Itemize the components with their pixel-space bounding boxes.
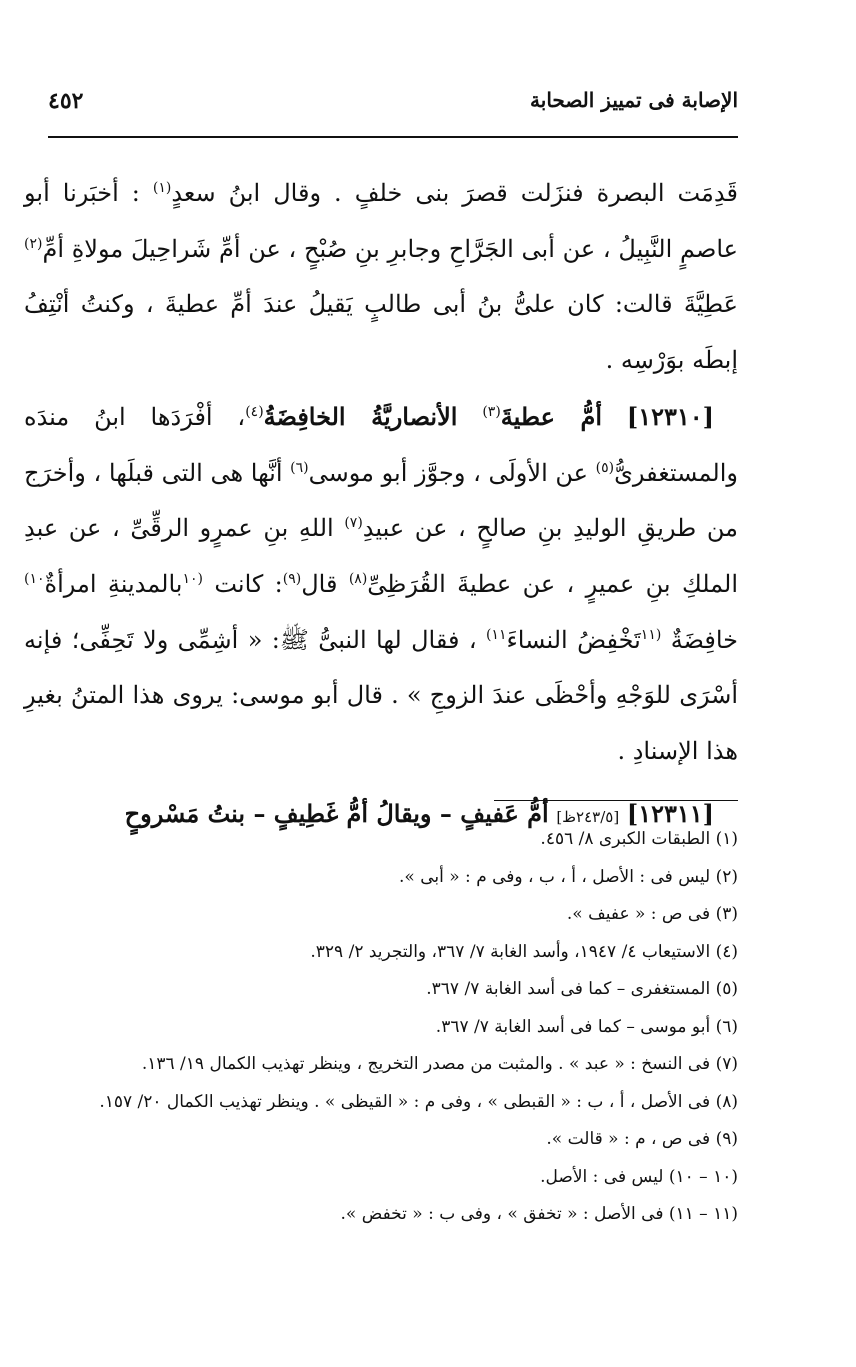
entry-text-b: عن الأولَى ، وجوَّز أبو موسى	[308, 458, 588, 487]
footnote-item: (٦) أبو موسى – كما فى أسد الغابة ٧/ ٣٦٧.	[435, 1016, 738, 1037]
footnote-ref-10-close[interactable]: ١٠)	[24, 570, 45, 587]
footnote-ref-8[interactable]: (٨)	[348, 570, 368, 587]
intro-text-a: قَدِمَت البصرة فنزَلت قصرَ بنى خلفٍ . وقال ابنُ سعدٍ	[171, 179, 738, 207]
running-title: الإصابة فى تمييز الصحابة	[530, 88, 738, 112]
entry-text-e: قال	[301, 569, 338, 598]
footnote-item: (٩) فى ص ، م : « قالت ».	[546, 1129, 738, 1149]
entry-name-a: أمُّ عطيةَ	[500, 401, 602, 431]
entry-text-c: أنَّها هى التى قبلَها ، وأخرَج من طريقِ الوليدِ بنِ صالحٍ ، عن عبيدِ	[24, 458, 738, 543]
entry-text-i: تَخْفِضُ النساءَ	[506, 625, 641, 654]
entry-text-h: خافِضَةٌ	[670, 625, 738, 654]
entry-text-f: : كانت	[214, 569, 283, 598]
footnote-item: (٥) المستغفرى – كما فى أسد الغابة ٧/ ٣٦٧.	[426, 979, 738, 999]
footnote-ref-5[interactable]: (٥)	[595, 459, 615, 476]
entry-number-2: [١٢٣١١]	[626, 798, 714, 828]
footnote-item: (٧) فى النسخ : « عبد » . والمثبت من مصدر التخريج ، وينظر تهذيب الكمال ١٩/ ١٣٦.	[141, 1054, 738, 1074]
footnote-ref-11-open[interactable]: (١١	[640, 626, 662, 643]
footnote-item: (٣) فى ص : « عفيف ».	[566, 904, 738, 924]
entry-name-b: الأنصاريَّةُ الخافِضَةُ	[263, 401, 458, 431]
entry-text-g: بالمدينةِ امرأةٌ	[44, 569, 183, 598]
header-rule	[48, 136, 738, 138]
footnote-ref-9[interactable]: (٩)	[282, 570, 302, 587]
footnote-ref-3[interactable]: (٣)	[482, 403, 501, 420]
entry-text-j: ، فقال لها النبىُّ ﷺ: « أشِمِّى ولا تَحِفِّى؛ فإنه أسْرَى للوَجْهِ وأحْظَى عندَ الزوجِ » . قال أبو موسى: يروى هذا المتنُ بغيرِ هذا الإسنادِ .	[24, 625, 738, 766]
main-text	[24, 166, 738, 845]
footnote-item: (٢) ليس فى : الأصل ، أ ، ب ، وفى م : « أبى ».	[399, 866, 738, 887]
entry-12310	[24, 389, 738, 780]
footnotes	[24, 821, 738, 1234]
intro-text-b: : أخبَرنا أبو عاصمٍ النَّبِيلُ ، عن أبى الجَرَّاحِ وجابرِ بنِ صُبْحٍ ، عن أمِّ شَراحِيلَ مولاةِ أمِّ	[24, 179, 738, 263]
footnote-ref-1[interactable]: (١)	[152, 180, 172, 196]
footnote-ref-10-open[interactable]: (١٠	[182, 570, 203, 587]
footnote-ref-7[interactable]: (٧)	[344, 515, 363, 532]
footnote-ref-4[interactable]: (٤)	[245, 403, 264, 420]
footnote-ref-2[interactable]: (٢)	[24, 235, 43, 252]
page-header	[48, 88, 738, 124]
footnote-item: (١١ – ١١) فى الأصل : « تخفق » ، وفى ب : « تخفض ».	[340, 1204, 738, 1224]
footnote-item: (٤) الاستيعاب ٤/ ١٩٤٧، وأسد الغابة ٧/ ٣٦٧، والتجريد ٢/ ٣٢٩.	[310, 941, 738, 962]
footnote-item: (١٠ – ١٠) ليس فى : الأصل.	[540, 1166, 738, 1187]
intro-paragraph	[24, 166, 738, 389]
footnote-item: (١) الطبقات الكبرى ٨/ ٤٥٦.	[540, 829, 738, 849]
entry-name-2: أمُّ عَفيفٍ – ويقالُ أمُّ غَطِيفٍ – بنتُ مَسْروحٍ	[124, 798, 549, 828]
intro-text-c: عَطِيَّةَ قالت: كان علىُّ بنُ أبى طالبٍ يَقيلُ عندَ أمِّ عطيةَ ، وكنتُ أنْتِفُ إبطَه بوَرْسِه .	[24, 290, 738, 375]
entry-text-a: ، أفْرَدَها ابنُ مندَه والمستغفرىُّ	[24, 402, 738, 487]
footnote-rule	[494, 800, 738, 801]
page-number: ٤٥٢	[48, 88, 84, 114]
footnote-item: (٨) فى الأصل ، أ ، ب : « القبطى » ، وفى م : « القيظى » . وينظر تهذيب الكمال ٢٠/ ١٥٧.	[99, 1091, 738, 1112]
footnote-ref-11-close[interactable]: ١١)	[485, 626, 507, 643]
entry-number: [١٢٣١٠]	[626, 401, 715, 431]
entry-text-d: اللهِ بنِ عمرٍو الرقِّىِّ ، عن عبدِ الملكِ بنِ عميرٍ ، عن عطيةَ القُرَظِىِّ	[24, 514, 738, 598]
footnote-ref-6[interactable]: (٦)	[290, 459, 309, 476]
folio-marker: [٢٤٣/٥ظ]	[556, 807, 620, 826]
